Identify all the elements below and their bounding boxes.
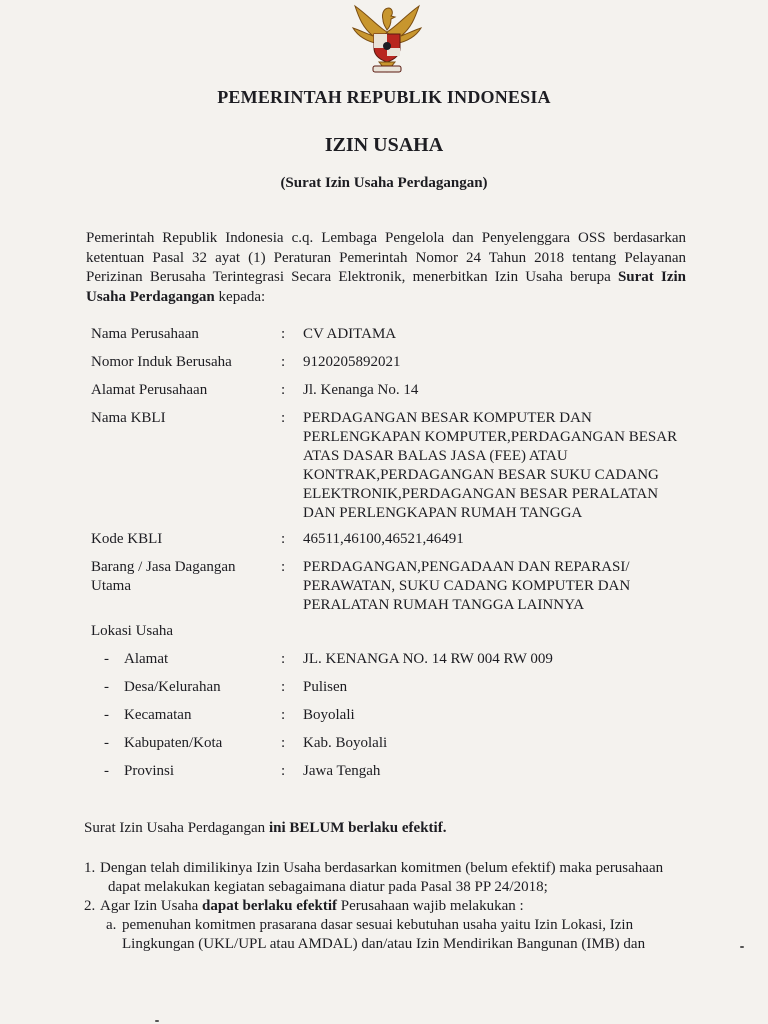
province-label-text: Provinsi: [124, 763, 175, 779]
page-title: IZIN USAHA: [324, 134, 444, 156]
kbli-name-line: PERDAGANGAN BESAR KOMPUTER DAN: [303, 410, 592, 426]
item-two-post: Perusahaan wajib melakukan :: [337, 898, 524, 914]
list-item-text: Dengan telah dimilikinya Izin Usaha berdasarkan komitmen (belum efektif) maka perusahaan: [100, 860, 664, 876]
colon: :: [281, 763, 286, 779]
intro-text: Pemerintah Republik Indonesia c.q. Lembaga Pengelola dan Penyelenggara OSS berdasarkan ketentuan Pasal 32 ayat (1) Peraturan Pemerintah Nomor 24 Tahun 2018 tentang Pelayanan Perizinan Berusaha Terintegrasi Secara Elektronik, menerbitkan Izin Usaha berupa: [86, 230, 686, 285]
kbli-name-label: Nama KBLI: [91, 410, 166, 426]
kbli-name-line: KONTRAK,PERDAGANGAN BESAR SUKU CADANG: [303, 467, 659, 483]
intro-paragraph: [86, 229, 686, 307]
kbli-name-line: PERLENGKAPAN KOMPUTER,PERDAGANGAN BESAR: [303, 429, 678, 445]
colon: :: [281, 382, 286, 398]
village-label-text: Desa/Kelurahan: [124, 679, 221, 695]
colon: :: [281, 735, 286, 751]
colon: :: [281, 410, 286, 426]
intro-end: kepada:: [214, 288, 266, 305]
item-two-bold: dapat berlaku efektif: [202, 898, 338, 914]
kbli-name-line: ATAS DASAR BALAS JASA (FEE) ATAU: [303, 448, 568, 464]
sub-list-letter: a.: [106, 917, 117, 933]
status-bold: ini BELUM berlaku efektif.: [268, 820, 447, 836]
colon: :: [281, 559, 286, 575]
location-address-label-text: Alamat: [124, 651, 169, 667]
item-two-pre: Agar Izin Usaha: [100, 898, 203, 914]
goods-line: PERAWATAN, SUKU CADANG KOMPUTER DAN: [303, 578, 631, 594]
kbli-name-line: ELEKTRONIK,PERDAGANGAN BESAR PERALATAN: [303, 486, 659, 502]
kbli-code-label: Kode KBLI: [91, 531, 163, 547]
dash: -: [104, 651, 109, 667]
village-label: [104, 678, 274, 697]
province-label: [104, 762, 274, 781]
district-value: Boyolali: [303, 707, 355, 723]
regency-label-text: Kabupaten/Kota: [124, 735, 223, 751]
garuda-emblem-icon: [349, 2, 425, 76]
colon: :: [281, 651, 286, 667]
location-address-label: [104, 650, 274, 669]
government-heading: PEMERINTAH REPUBLIK INDONESIA: [217, 87, 551, 107]
village-value: Pulisen: [303, 679, 348, 695]
colon: :: [281, 354, 286, 370]
colon: :: [281, 531, 286, 547]
goods-label: Utama: [91, 578, 131, 594]
list-item-text: dapat melakukan kegiatan sebagaimana diatur pada Pasal 38 PP 24/2018;: [108, 879, 548, 895]
address-label: Alamat Perusahaan: [91, 382, 208, 398]
ink-speck: [155, 1020, 159, 1022]
sub-list-item: [106, 916, 686, 954]
company-name-label: Nama Perusahaan: [91, 326, 199, 342]
ink-speck: [740, 946, 744, 948]
list-item: [84, 859, 694, 897]
colon: :: [281, 707, 286, 723]
goods-line: PERALATAN RUMAH TANGGA LAINNYA: [303, 597, 585, 613]
list-number: 2.: [84, 898, 96, 914]
goods-label: Barang / Jasa Dagangan: [91, 559, 236, 575]
sub-list-item-text: pemenuhan komitmen prasarana dasar sesuai kebutuhan usaha yaitu Izin Lokasi, Izin: [122, 917, 634, 933]
list-number: 1.: [84, 860, 96, 876]
kbli-code-value: 46511,46100,46521,46491: [303, 531, 464, 547]
location-address-value: JL. KENANGA NO. 14 RW 004 RW 009: [303, 651, 553, 667]
sub-list-item-text: Lingkungan (UKL/UPL atau AMDAL) dan/atau Izin Mendirikan Bangunan (IMB) dan: [122, 936, 646, 952]
regency-label: [104, 734, 274, 753]
location-label: Lokasi Usaha: [91, 623, 174, 639]
kbli-name-line: DAN PERLENGKAPAN RUMAH TANGGA: [303, 505, 583, 521]
dash: -: [104, 707, 109, 723]
colon: :: [281, 679, 286, 695]
regency-value: Kab. Boyolali: [303, 735, 388, 751]
dash: -: [104, 763, 109, 779]
district-label-text: Kecamatan: [124, 707, 192, 723]
district-label: [104, 706, 274, 725]
list-item: [84, 897, 694, 916]
company-name-value: CV ADITAMA: [303, 326, 397, 342]
province-value: Jawa Tengah: [303, 763, 381, 779]
nib-label: Nomor Induk Berusaha: [91, 354, 232, 370]
page-subtitle: (Surat Izin Usaha Perdagangan): [280, 175, 488, 191]
intro-bold: Surat Izin Usaha Perdagangan: [86, 269, 687, 305]
address-value: Jl. Kenanga No. 14: [303, 382, 419, 398]
status-text: Surat Izin Usaha Perdagangan: [84, 820, 269, 836]
nib-value: 9120205892021: [303, 354, 401, 370]
list-item-text: [100, 897, 694, 916]
dash: -: [104, 735, 109, 751]
goods-line: PERDAGANGAN,PENGADAAN DAN REPARASI/: [303, 559, 630, 575]
colon: :: [281, 326, 286, 342]
dash: -: [104, 679, 109, 695]
status-line: [84, 820, 446, 837]
